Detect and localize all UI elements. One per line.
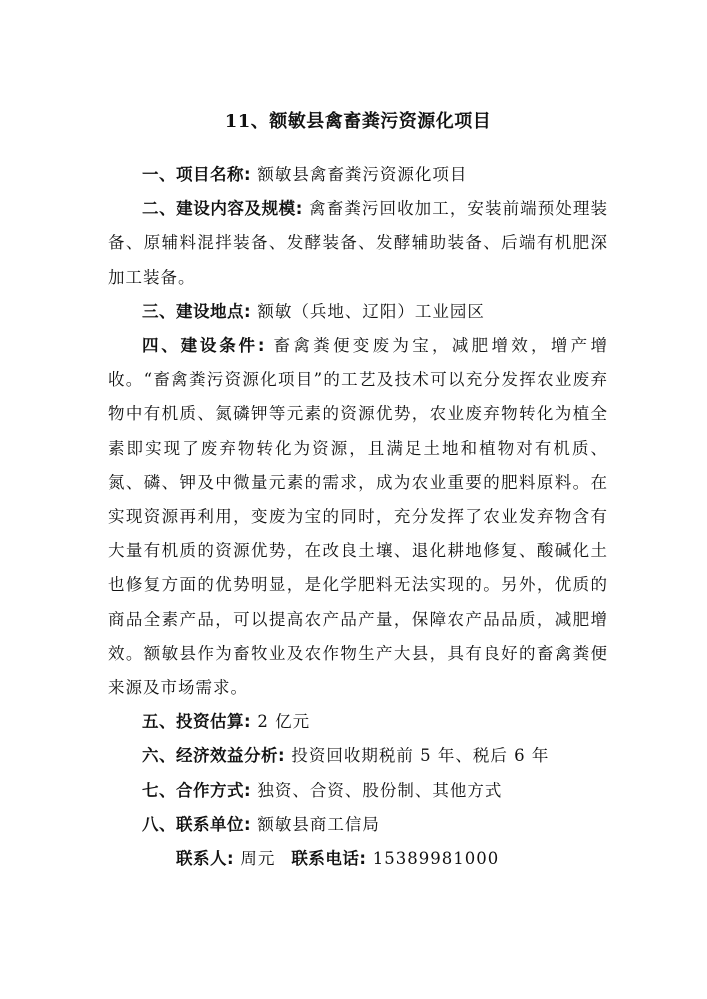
section-label: 七、合作方式: xyxy=(142,780,252,800)
contact-phone-label: 联系电话: xyxy=(291,849,367,869)
section-contact xyxy=(108,842,608,876)
section-location xyxy=(108,295,608,329)
section-value: 2 亿元 xyxy=(251,712,311,732)
section-contact-unit xyxy=(108,808,608,842)
section-benefit xyxy=(108,739,608,773)
section-value: 独资、合资、股份制、其他方式 xyxy=(251,780,503,800)
section-value: 畜禽粪便变废为宝，减肥增效，增产增收。“畜禽粪污资源化项目”的工艺及技术可以充分发挥农业废弃物中有机质、氮磷钾等元素的资源优势，农业废弃物转化为植全素即实现了废弃物转化为资源，且满足土地和植物对有机质、氮、磷、钾及中微量元素的需求，成为农业重要的肥料原料。在实现资源再利用，变废为宝的同时，充分发挥了农业发弃物含有大量有机质的资源优势，在改良土壤、退化耕地修复、酸碱化土也修复方面的优势明显，是化学肥料无法实现的。另外，优质的商品全素产品，可以提高农产品产量，保障农产品品质，减肥增效。额敏县作为畜牧业及农作物生产大县，具有良好的畜禽粪便来源及市场需求。 xyxy=(108,336,608,698)
section-label: 五、投资估算: xyxy=(142,712,252,732)
section-value: 投资回收期税前 5 年、税后 6 年 xyxy=(285,746,550,766)
contact-phone-value: 15389981000 xyxy=(366,849,500,869)
contact-person-label: 联系人: xyxy=(176,849,235,869)
section-value: 额敏县禽畜粪污资源化项目 xyxy=(251,165,468,184)
contact-person-value: 周元 xyxy=(234,849,276,869)
section-label: 八、联系单位: xyxy=(142,814,252,834)
section-investment xyxy=(108,705,608,739)
section-scope xyxy=(108,192,608,295)
section-value: 额敏（兵地、辽阳）工业园区 xyxy=(251,301,485,321)
section-value: 额敏县商工信局 xyxy=(251,814,380,834)
section-label: 一、项目名称: xyxy=(142,165,252,184)
section-label: 六、经济效益分析: xyxy=(142,746,286,766)
section-label: 三、建设地点: xyxy=(142,301,252,321)
document-title: 11、额敏县禽畜粪污资源化项目 xyxy=(224,111,492,132)
document-page xyxy=(108,108,608,876)
section-project-name xyxy=(108,158,608,192)
section-cooperation xyxy=(108,774,608,808)
section-conditions xyxy=(108,329,608,705)
section-value: 禽畜粪污回收加工，安装前端预处理装备、原辅料混拌装备、发酵装备、发酵辅助装备、后端有机肥深加工装备。 xyxy=(108,199,608,287)
section-label: 二、建设内容及规模: xyxy=(142,199,303,219)
section-label: 四、建设条件: xyxy=(142,336,265,356)
